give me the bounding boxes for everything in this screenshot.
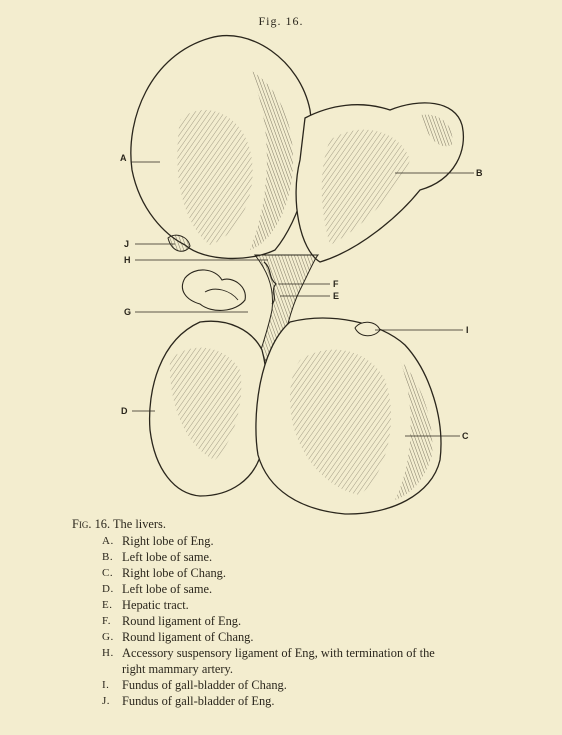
legend-key: H.: [102, 647, 114, 659]
legend-text: Round ligament of Chang.: [122, 630, 254, 644]
legend-item: [102, 613, 542, 629]
legend-key: B.: [102, 551, 114, 563]
legend-item: [102, 581, 542, 597]
legend-key: J.: [102, 695, 111, 707]
label-g: G: [124, 307, 132, 317]
left-lobe-eng: [296, 103, 463, 262]
legend-text: Fundus of gall-bladder of Chang.: [122, 678, 287, 692]
legend-key: A.: [102, 535, 114, 547]
legend-text: Hepatic tract.: [122, 598, 189, 612]
legend-key: D.: [102, 583, 114, 595]
label-j: J: [124, 239, 130, 249]
legend-item: [102, 677, 542, 693]
legend-text: Left lobe of same.: [122, 550, 213, 564]
legend-text: Fundus of gall-bladder of Eng.: [122, 694, 275, 708]
figure-caption: [72, 516, 542, 709]
left-lobe-chang: [150, 321, 268, 496]
legend-item: [102, 629, 542, 645]
right-lobe-eng: [131, 36, 312, 259]
legend-item: [102, 565, 542, 581]
legend-key: G.: [102, 631, 114, 643]
right-lobe-chang: [256, 318, 441, 514]
legend-item: [102, 533, 542, 549]
caption-title: The livers.: [112, 517, 166, 531]
caption-heading: [72, 516, 542, 532]
legend-key: E.: [102, 599, 113, 611]
legend-key: F.: [102, 615, 111, 627]
legend-item: [102, 549, 542, 565]
legend-text: Right lobe of Eng.: [122, 534, 214, 548]
legend-text: Accessory suspensory ligament of Eng, with termination of the: [122, 646, 435, 660]
label-a: A: [120, 153, 127, 163]
legend-key: I.: [102, 679, 110, 691]
figure-title: Fig. 16.: [258, 14, 304, 28]
label-i: I: [466, 325, 469, 335]
legend-text-continued: right mammary artery.: [122, 662, 234, 676]
legend-key: C.: [102, 567, 114, 579]
label-f: F: [333, 279, 339, 289]
label-c: C: [462, 431, 469, 441]
caption-figure-ref: Fig. 16.: [72, 517, 111, 531]
legend-item: [102, 597, 542, 613]
legend-text: Right lobe of Chang.: [122, 566, 226, 580]
label-d: D: [121, 406, 128, 416]
legend-text: Round ligament of Eng.: [122, 614, 242, 628]
legend-item: [102, 693, 542, 709]
label-e: E: [333, 291, 340, 301]
legend-item: [102, 645, 542, 677]
label-b: B: [476, 168, 483, 178]
caption-legend: [72, 533, 542, 709]
legend-text: Left lobe of same.: [122, 582, 213, 596]
label-h: H: [124, 255, 131, 265]
